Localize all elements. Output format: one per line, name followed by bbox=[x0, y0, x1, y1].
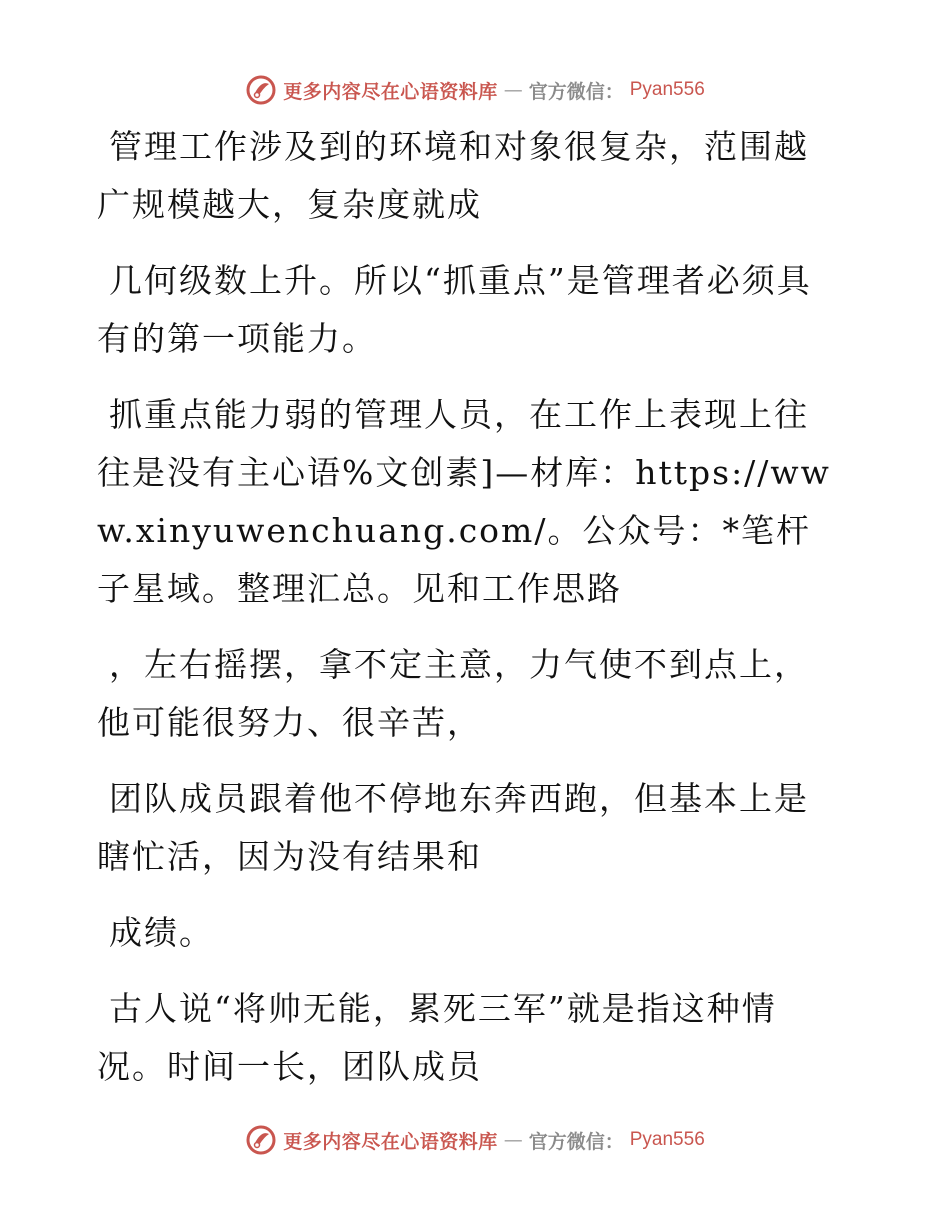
paragraph-1: 管理工作涉及到的环境和对象很复杂，范围越广规模越大，复杂度就成 bbox=[97, 127, 809, 224]
paragraph-2: 几何级数上升。所以“抓重点”是管理者必须具有的第一项能力。 bbox=[97, 261, 812, 358]
footer-separator: — bbox=[503, 1129, 523, 1151]
header-banner-inner bbox=[245, 74, 705, 106]
footer-wechat-id: Pyan556 bbox=[629, 1129, 705, 1150]
header-banner bbox=[0, 70, 950, 110]
paragraph-3: 抓重点能力弱的管理人员，在工作上表现上往往是没有主心语%文创素]—材库：https://www.xinyuwenchuang.com/。公众号：*笔杆子星域。整理汇总。见和工作思路 bbox=[97, 395, 831, 608]
footer-banner bbox=[0, 1120, 950, 1160]
paragraph-6: 成绩。 bbox=[109, 913, 214, 952]
paragraph-5: 团队成员跟着他不停地东奔西跑，但基本上是瞎忙活，因为没有结果和 bbox=[97, 779, 809, 876]
header-wechat-label: 官方微信： bbox=[528, 80, 624, 103]
paragraph-7: 古人说“将帅无能，累死三军”就是指这种情况。时间一长，团队成员 bbox=[97, 989, 777, 1086]
footer-banner-inner bbox=[245, 1124, 705, 1156]
header-brand-text: 更多内容尽在心语资料库 bbox=[283, 80, 498, 103]
header-wechat-id: Pyan556 bbox=[629, 79, 705, 100]
footer-brand-text: 更多内容尽在心语资料库 bbox=[283, 1130, 498, 1153]
footer-wechat-label: 官方微信： bbox=[528, 1130, 624, 1153]
brush-seal-logo-icon bbox=[245, 74, 277, 106]
brush-seal-logo-icon bbox=[245, 1124, 277, 1156]
header-separator: — bbox=[503, 79, 523, 101]
paragraph-4: ，左右摇摆，拿不定主意，力气使不到点上，他可能很努力、很辛苦， bbox=[97, 645, 809, 742]
document-body bbox=[97, 118, 837, 1114]
